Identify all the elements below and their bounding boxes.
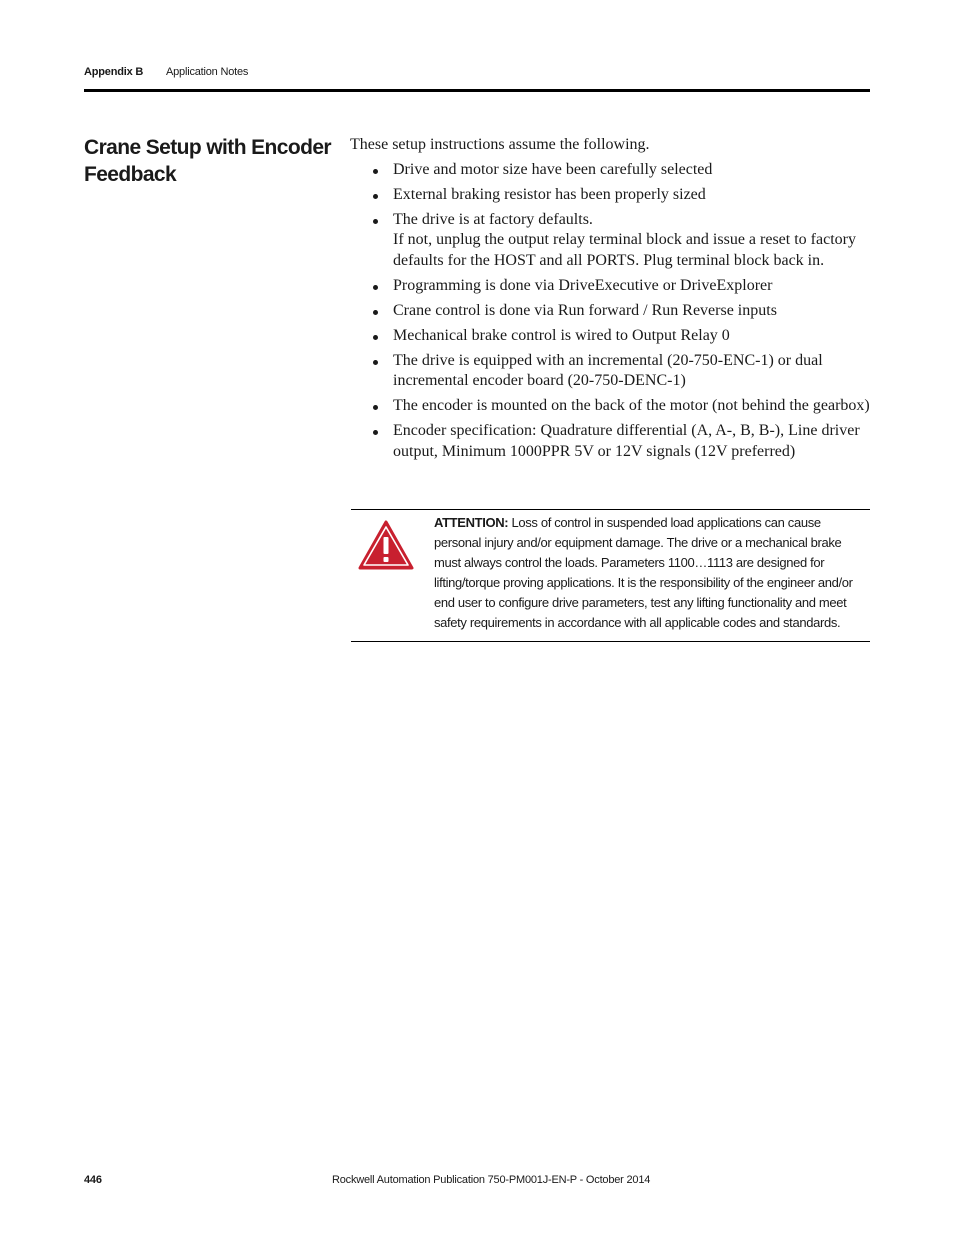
list-item	[350, 326, 870, 347]
intro-paragraph: These setup instructions assume the following.	[350, 136, 650, 153]
bullet-icon	[373, 430, 378, 435]
body-text	[350, 135, 870, 467]
attention-label: ATTENTION:	[434, 515, 509, 530]
section-label: Application Notes	[165, 66, 249, 78]
attention-text	[434, 513, 864, 633]
list-item	[350, 210, 870, 272]
list-item-text: Encoder specification: Quadrature differential (A, A-, B, B-), Line driver output, Minimum 1000PPR 5V or 12V signals (12V preferred)	[393, 422, 860, 460]
bullet-icon	[373, 335, 378, 340]
section-title: Crane Setup with Encoder Feedback	[84, 136, 331, 186]
list-item	[350, 396, 870, 417]
list-item	[350, 185, 870, 206]
bullet-icon	[373, 194, 378, 199]
attention-box	[351, 509, 870, 642]
page-header	[84, 66, 248, 78]
list-item-text: Crane control is done via Run forward / Run Reverse inputs	[393, 301, 777, 319]
list-item	[350, 421, 870, 462]
appendix-label: Appendix B	[84, 66, 144, 78]
list-item	[350, 301, 870, 322]
page-number: 446	[84, 1174, 102, 1186]
bullet-icon	[373, 219, 378, 224]
list-item-text: The drive is equipped with an incremental (20-750-ENC-1) or dual incremental encoder board (20-750-DENC-1)	[393, 351, 823, 389]
list-item-text: External braking resistor has been properly sized	[393, 185, 706, 203]
warning-triangle-icon	[358, 520, 414, 570]
list-item-text: The encoder is mounted on the back of the motor (not behind the gearbox)	[393, 397, 870, 414]
list-item-text: Drive and motor size have been carefully selected	[393, 160, 713, 178]
publication-info: Rockwell Automation Publication 750-PM001J-EN-P - October 2014	[332, 1174, 651, 1186]
list-item-text: Mechanical brake control is wired to Output Relay 0	[393, 326, 730, 344]
bullet-icon	[373, 360, 378, 365]
list-item	[350, 276, 870, 297]
list-item	[350, 160, 870, 181]
list-item	[350, 351, 870, 392]
attention-message: Loss of control in suspended load applications can cause personal injury and/or equipment damage. The drive or a mechanical brake must always control the loads. Parameters 1100…1113 are designed for lifting/torque proving applications. It is the responsibility of the engineer and/or end user to configure drive parameters, test any lifting functionality and meet safety requirements in accordance with all applicable codes and standards.	[434, 515, 853, 630]
assumption-list	[350, 160, 870, 463]
bullet-icon	[373, 405, 378, 410]
list-item-text: The drive is at factory defaults.	[393, 210, 593, 228]
bullet-icon	[373, 285, 378, 290]
header-divider	[84, 89, 870, 92]
list-item-text: Programming is done via DriveExecutive or DriveExplorer	[393, 276, 773, 294]
list-item-subtext: If not, unplug the output relay terminal block and issue a reset to factory defaults for the HOST and all PORTS. Plug terminal block back in.	[393, 231, 856, 269]
bullet-icon	[373, 169, 378, 174]
bullet-icon	[373, 310, 378, 315]
